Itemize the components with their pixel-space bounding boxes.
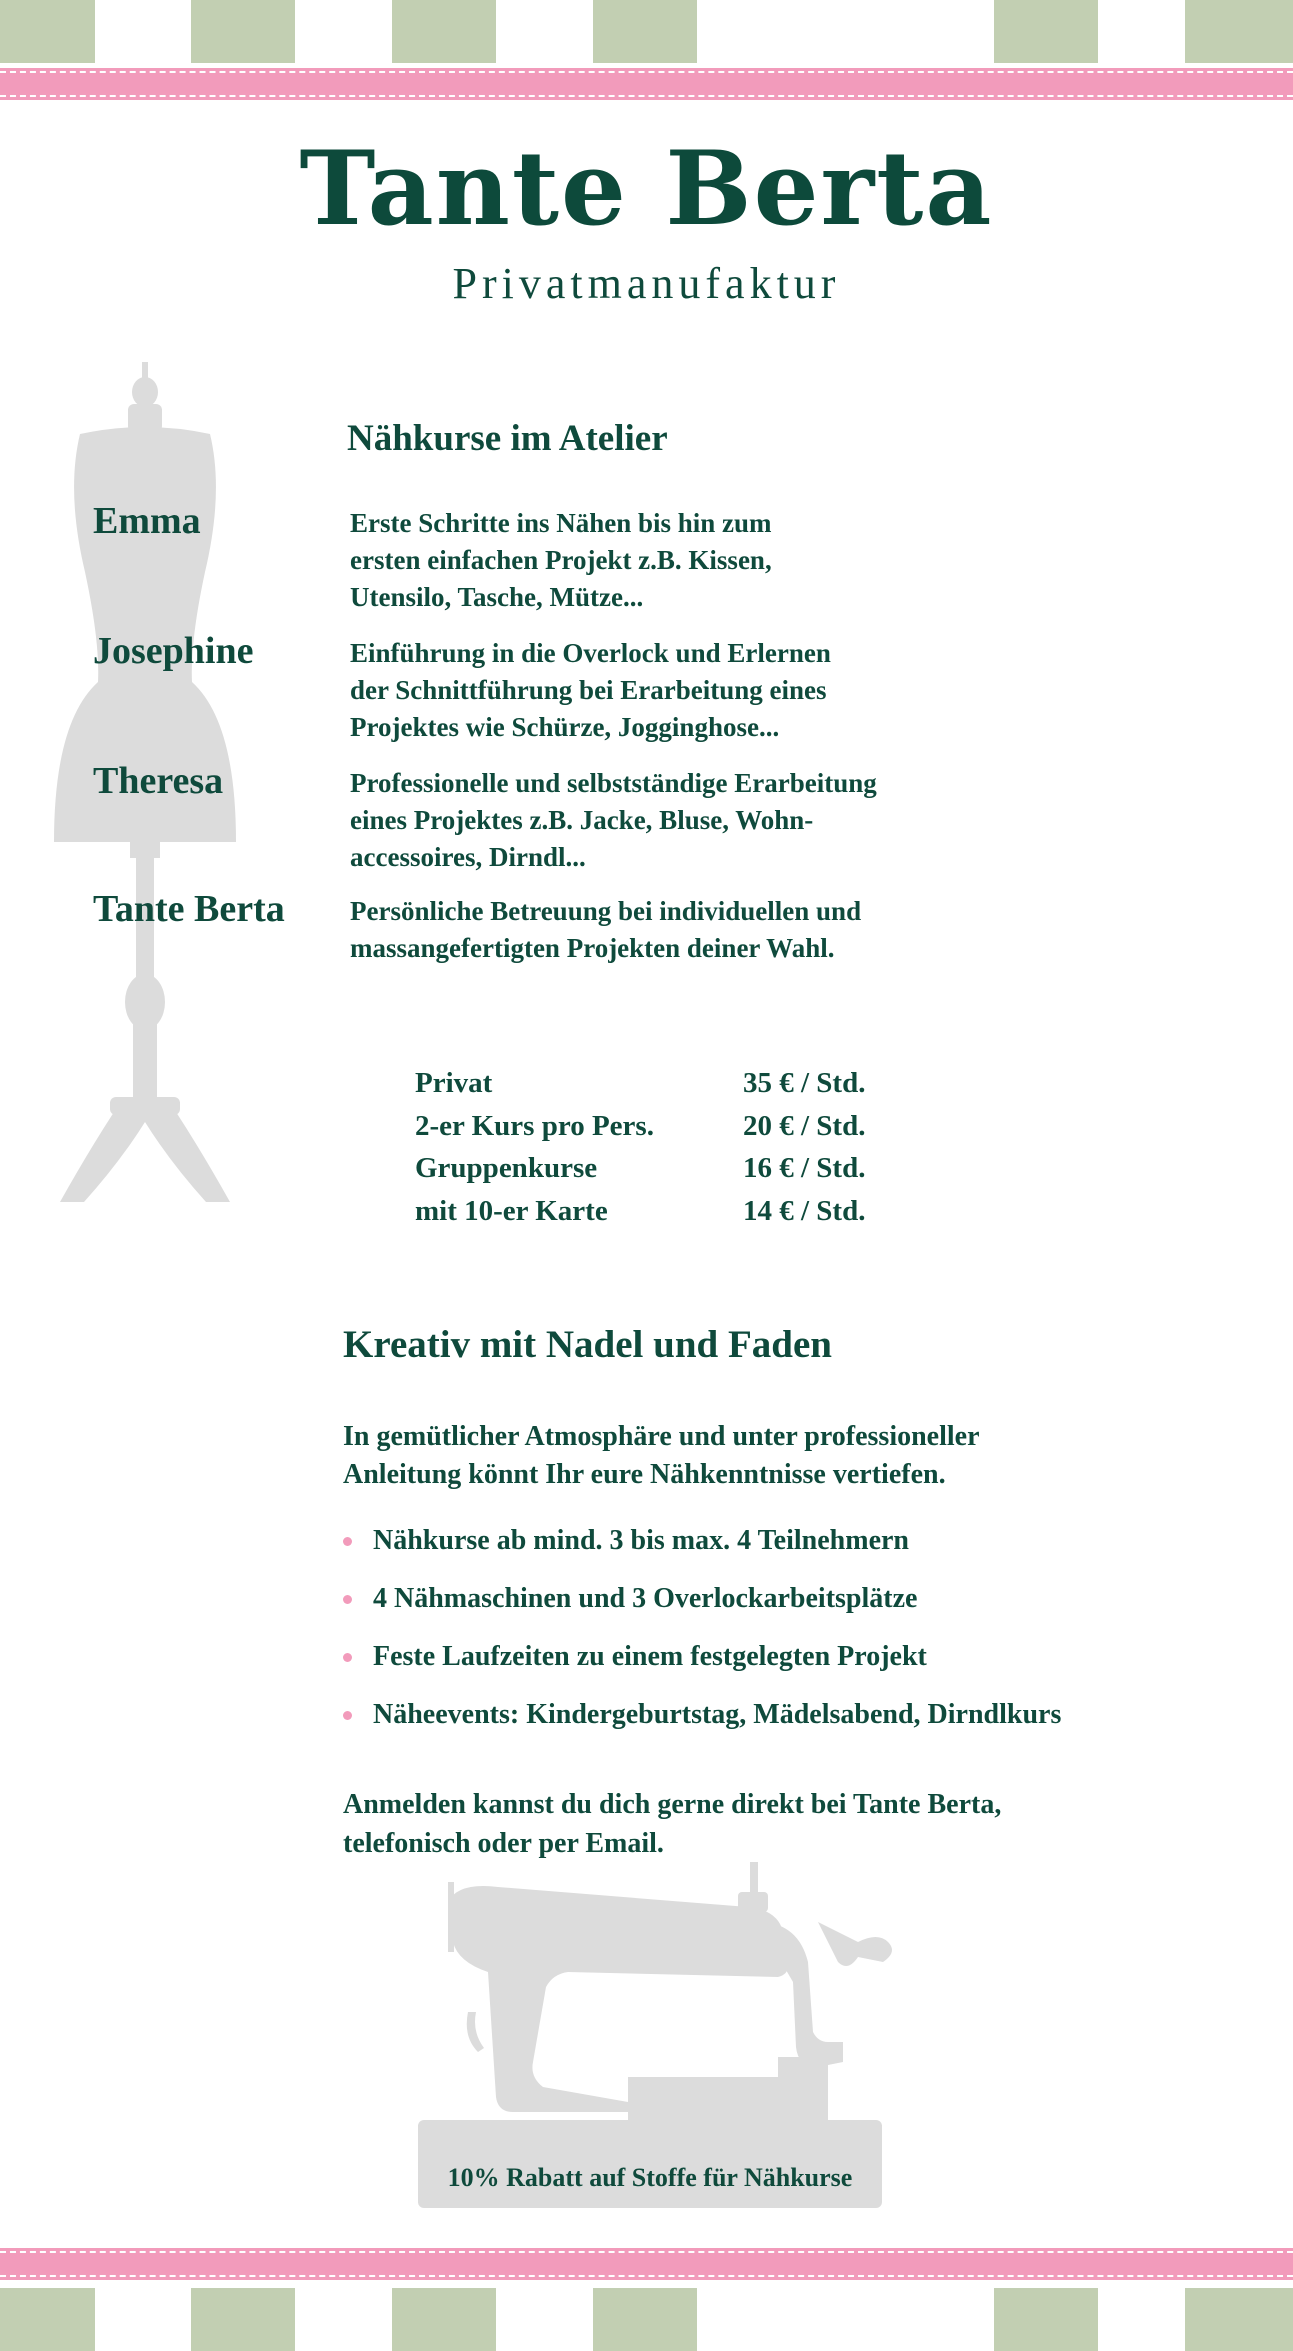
course-desc-tante-berta	[350, 893, 1030, 967]
bottom-stripe-band	[0, 2288, 1293, 2351]
bullet-dot-icon	[343, 1595, 352, 1604]
stitch-line	[0, 2251, 1293, 2253]
stripe-block	[0, 2288, 95, 2351]
registration-line: Anmelden kannst du dich gerne direkt bei Tante Berta,	[343, 1789, 1002, 1820]
course-desc-line: der Schnittführung bei Erarbeitung eines	[350, 675, 827, 705]
course-desc-line: massangefertigten Projekten deiner Wahl.	[350, 933, 835, 963]
registration-line: telefonisch oder per Email.	[343, 1828, 664, 1859]
course-desc-line: Projektes wie Schürze, Jogginghose...	[350, 712, 780, 742]
list-item	[343, 1521, 1243, 1579]
list-item-text: Näheevents: Kindergeburtstag, Mädelsabend, Dirndlkurs	[373, 1699, 1062, 1730]
price-label: Gruppenkurse	[415, 1152, 598, 1184]
stripe-block	[593, 2288, 697, 2351]
course-desc-line: Utensilo, Tasche, Mütze...	[350, 582, 644, 612]
kreativ-heading: Kreativ mit Nadel und Faden	[343, 1323, 832, 1366]
price-label: Privat	[415, 1067, 493, 1099]
course-desc-emma	[350, 505, 1030, 616]
price-row	[415, 1105, 1015, 1148]
brand-title: Tante Berta	[299, 129, 994, 249]
price-value: 14 € / Std.	[743, 1194, 866, 1227]
stripe-block	[392, 2288, 496, 2351]
course-name-theresa: Theresa	[93, 760, 224, 802]
course-name-emma: Emma	[93, 500, 201, 542]
feature-list	[343, 1521, 1243, 1753]
top-pink-ribbon	[0, 68, 1293, 100]
course-desc-line: Persönliche Betreuung bei individuellen und	[350, 896, 862, 926]
course-desc-line: ersten einfachen Projekt z.B. Kissen,	[350, 545, 772, 575]
top-stripe-band	[0, 0, 1293, 63]
list-item	[343, 1579, 1243, 1637]
discount-note: 10% Rabatt auf Stoffe für Nähkurse	[447, 2163, 853, 2192]
course-desc-line: eines Projektes z.B. Jacke, Bluse, Wohn-	[350, 805, 814, 835]
price-row	[415, 1147, 1015, 1190]
kreativ-intro	[343, 1418, 1163, 1494]
bottom-pink-ribbon	[0, 2248, 1293, 2280]
price-label: mit 10-er Karte	[415, 1194, 608, 1227]
atelier-heading: Nähkurse im Atelier	[347, 418, 668, 459]
course-desc-line: Professionelle und selbstständige Erarbeitung	[350, 768, 877, 798]
stripe-block	[994, 0, 1098, 63]
stripe-block	[593, 0, 697, 63]
course-desc-josephine	[350, 635, 1030, 746]
stripe-block	[191, 0, 295, 63]
stripe-block	[392, 0, 496, 63]
stitch-line	[0, 71, 1293, 73]
stitch-line	[0, 95, 1293, 97]
bullet-dot-icon	[343, 1537, 352, 1546]
price-list	[415, 1062, 1015, 1232]
intro-line: In gemütlicher Atmosphäre und unter professioneller	[343, 1421, 980, 1452]
list-item	[343, 1695, 1243, 1753]
registration-note	[343, 1785, 1163, 1863]
list-item-text: 4 Nähmaschinen und 3 Overlockarbeitsplätze	[373, 1583, 918, 1614]
course-desc-line: accessoires, Dirndl...	[350, 842, 586, 872]
stripe-block	[994, 2288, 1098, 2351]
brand-subtitle: Privatmanufaktur	[452, 259, 841, 308]
stripe-block	[1185, 0, 1293, 63]
course-desc-line: Erste Schritte ins Nähen bis hin zum	[350, 508, 772, 538]
list-item-text: Nähkurse ab mind. 3 bis max. 4 Teilnehmern	[373, 1525, 909, 1556]
list-item	[343, 1637, 1243, 1695]
price-label: 2-er Kurs pro Pers.	[415, 1109, 654, 1142]
course-desc-theresa	[350, 765, 1030, 876]
bullet-dot-icon	[343, 1653, 352, 1662]
price-value: 35 € / Std.	[743, 1067, 866, 1099]
intro-line: Anleitung könnt Ihr eure Nähkenntnisse vertiefen.	[343, 1459, 946, 1490]
stitch-line	[0, 2275, 1293, 2277]
list-item-text: Feste Laufzeiten zu einem festgelegten Projekt	[373, 1641, 927, 1672]
stripe-block	[1185, 2288, 1293, 2351]
stripe-block	[191, 2288, 295, 2351]
bullet-dot-icon	[343, 1711, 352, 1720]
stripe-block	[0, 0, 95, 63]
course-name-tante-berta: Tante Berta	[93, 888, 285, 930]
course-desc-line: Einführung in die Overlock und Erlernen	[350, 638, 831, 668]
price-row	[415, 1190, 1015, 1233]
price-value: 20 € / Std.	[743, 1109, 866, 1142]
course-name-josephine: Josephine	[93, 630, 254, 672]
price-value: 16 € / Std.	[743, 1152, 866, 1184]
price-row	[415, 1062, 1015, 1105]
